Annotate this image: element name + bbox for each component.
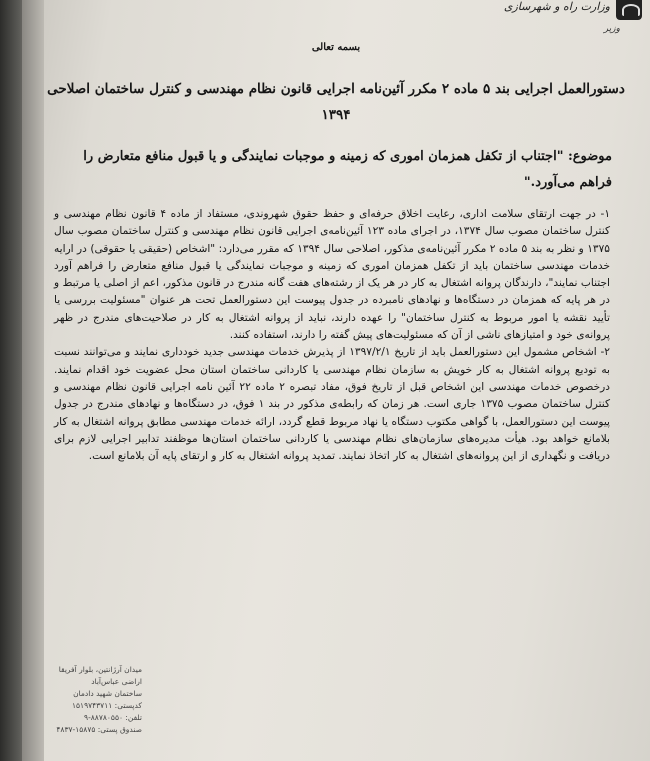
footer-line: تلفن: ۸۸۷۸۰۵۵۰-۹ [84,713,142,722]
ministry-logo-icon [616,0,642,20]
footer-line: اراضی عباس‌آباد [91,677,142,686]
paragraph-2: ۲- اشخاص مشمول این دستورالعمل باید از تاریخ ۱۳۹۷/۲/۱ از پذیرش خدمات مهندسی جدید خودداری نمایند و می‌توانند نسبت به تودیع پروانه اشتغال به کار خویش به سازمان نظام مهندسی یا کاردانی ساختمان استان محل عضویت خود اقدام نمایند. درخصوص خدمات مهندسی این اشخاص قبل از تاریخ فوق، مفاد تبصره ۲ ماده ۲۲ آئین نامه اجرایی قانون نظام مهندسی و کنترل ساختمان مصوب ۱۳۷۵ جاری است. هر زمان که رابطه‌ی مذکور در بند ۱ فوق، در دستگاه‌ها و نهادهای مندرج در جدول پیوست این دستورالعمل، با گواهی مکتوب دستگاه یا نهاد مربوط قطع گردد، ارائه خدمات مهندسی مطابق پروانه اشتغال به کار بلامانع خواهد بود. هیأت مدیره‌های سازمان‌های نظام مهندسی یا کاردانی ساختمان استان‌ها موظفند تدابیر اجرایی لازم برای دریافت و نگهداری از این پروانه‌های اشتغال به کار اتخاذ نمایند. تمدید پروانه اشتغال به کار و ارتقای پایه آن بلامانع است. [54,346,611,463]
document-subject: موضوع: "اجتناب از تکفل همزمان اموری که زمینه و موجبات نمایندگی و یا قبول منافع متعارض را فراهم می‌آورد." [83,149,612,190]
address-footer [22,664,142,736]
footer-line: صندوق پستی: ۱۵۸۷۵-۴۸۳۷ [56,725,142,734]
footer-line: کدپستی: ۱۵۱۹۷۴۳۷۱۱ [71,701,142,710]
footer-line: ساختمان شهید دادمان [73,689,142,698]
footer-line: میدان آرژانتین، بلوار آفریقا [58,665,142,674]
basmala: بسمه تعالی [311,42,361,53]
ministry-name: وزارت راه و شهرسازی [503,0,610,13]
page-edge [22,0,44,761]
document-page [22,0,650,761]
letterhead [22,0,650,40]
document-body [54,206,610,465]
document-title: دستورالعمل اجرایی بند ۵ ماده ۲ مکرر آئین‌نامه اجرایی قانون نظام مهندسی و کنترل ساختمان اصلاحی ۱۳۹۴ [47,81,625,123]
paragraph-1: ۱- در جهت ارتقای سلامت اداری، رعایت اخلاق حرفه‌ای و حفظ حقوق شهروندی، مستفاد از ماده ۴ قانون نظام مهندسی و کنترل ساختمان مصوب سال ۱۳۷۴، در اجرای ماده ۱۲۳ آئین‌نامه‌ی اجرایی قانون نظام مهندسی و کنترل ساختمان مصوب سال ۱۳۷۵ و نظر به بند ۵ ماده ۲ مکرر آئین‌نامه‌ی مذکور، اصلاحی سال ۱۳۹۴ که مقرر می‌دارد: "اشخاص (حقیقی یا حقوقی) در ارایه خدمات مهندسی ساختمان باید از تکفل همزمان اموری که زمینه و موجبات نمایندگی یا قبول منافع متعارض را فراهم آورد اجتناب نمایند"، دارندگان پروانه اشتغال به کار در هر یک از رشته‌های هفت گانه مندرج در قانون مذکور، اعم از اصلی یا مرتبط و در هر پایه که همزمان در دستگاه‌ها و نهادهای نامبرده در جدول پیوست این دستورالعمل تحت هر عنوان "مسئولیت بررسی یا تأیید نقشه یا امور مربوط به کنترل ساختمان" را عهده دارند، نباید از پروانه اشتغال به کار در صلاحیت‌های مندرج در ظهر پروانه‌ی خود و امتیازهای ناشی از آن که مسئولیت‌های پیش گفته را دارند، استفاده کنند. [54,208,611,342]
position-title: وزیر [603,24,620,34]
